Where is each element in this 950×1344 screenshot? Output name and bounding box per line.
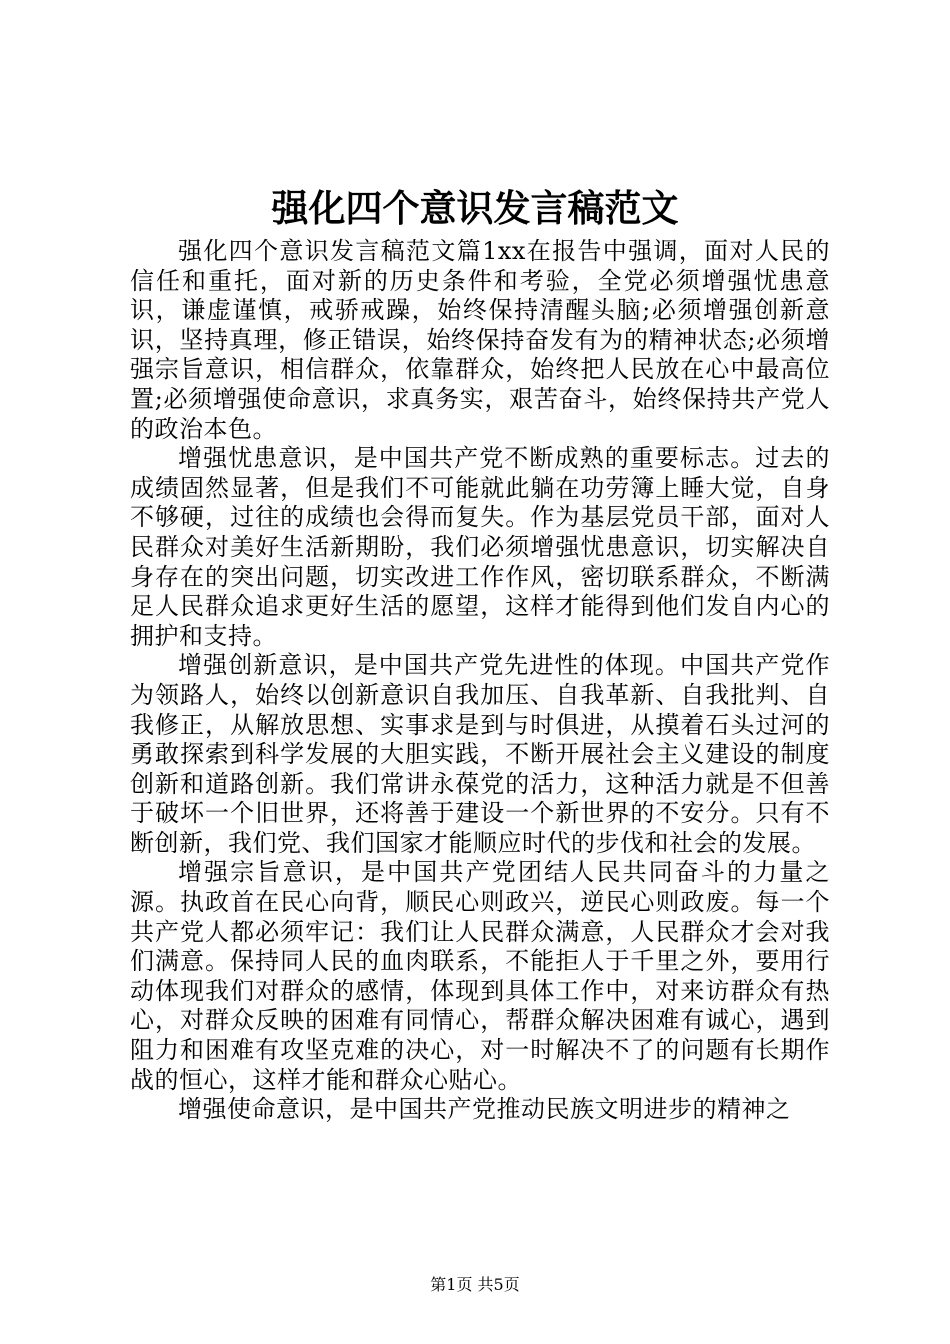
page-footer: 第1页 共5页 [430, 1275, 520, 1294]
paragraph: 增强忧患意识，是中国共产党不断成熟的重要标志。过去的成绩固然显著，但是我们不可能就此躺在功劳簿上睡大觉，自身不够硬，过往的成绩也会得而复失。作为基层党员干部，面对人民群众对美好生活新期盼，我们必须增强忧患意识，切实解决自身存在的突出问题，切实改进工作作风，密切联系群众，不断满足人民群众追求更好生活的愿望，这样才能得到他们发自内心的拥护和支持。 [130, 444, 830, 650]
paragraph: 增强使命意识，是中国共产党推动民族文明进步的精神之 [178, 1095, 791, 1124]
paragraph: 增强宗旨意识，是中国共产党团结人民共同奋斗的力量之源。执政首在民心向背，顺民心则政兴，逆民心则政废。每一个共产党人都必须牢记：我们让人民群众满意，人民群众才会对我们满意。保持同人民的血肉联系，不能拒人于千里之外，要用行动体现我们对群众的感情，体现到具体工作中，对来访群众有热心，对群众反映的困难有同情心，帮群众解决困难有诚心，遇到阻力和困难有攻坚克难的决心，对一时解决不了的问题有长期作战的恒心，这样才能和群众心贴心。 [130, 858, 830, 1094]
document-body [130, 237, 830, 1125]
paragraph: 强化四个意识发言稿范文篇1xx在报告中强调，面对人民的信任和重托，面对新的历史条件和考验，全党必须增强忧患意识，谦虚谨慎，戒骄戒躁，始终保持清醒头脑;必须增强创新意识，坚持真理，修正错误，始终保持奋发有为的精神状态;必须增强宗旨意识，相信群众，依靠群众，始终把人民放在心中最高位置;必须增强使命意识，求真务实，艰苦奋斗，始终保持共产党人的政治本色。 [130, 237, 830, 443]
document-title: 强化四个意识发言稿范文 [271, 186, 679, 230]
paragraph: 增强创新意识，是中国共产党先进性的体现。中国共产党作为领路人，始终以创新意识自我加压、自我革新、自我批判、自我修正，从解放思想、实事求是到与时俱进，从摸着石头过河的勇敢探索到科学发展的大胆实践，不断开展社会主义建设的制度创新和道路创新。我们常讲永葆党的活力，这种活力就是不但善于破坏一个旧世界，还将善于建设一个新世界的不安分。只有不断创新，我们党、我们国家才能顺应时代的步伐和社会的发展。 [130, 651, 830, 857]
